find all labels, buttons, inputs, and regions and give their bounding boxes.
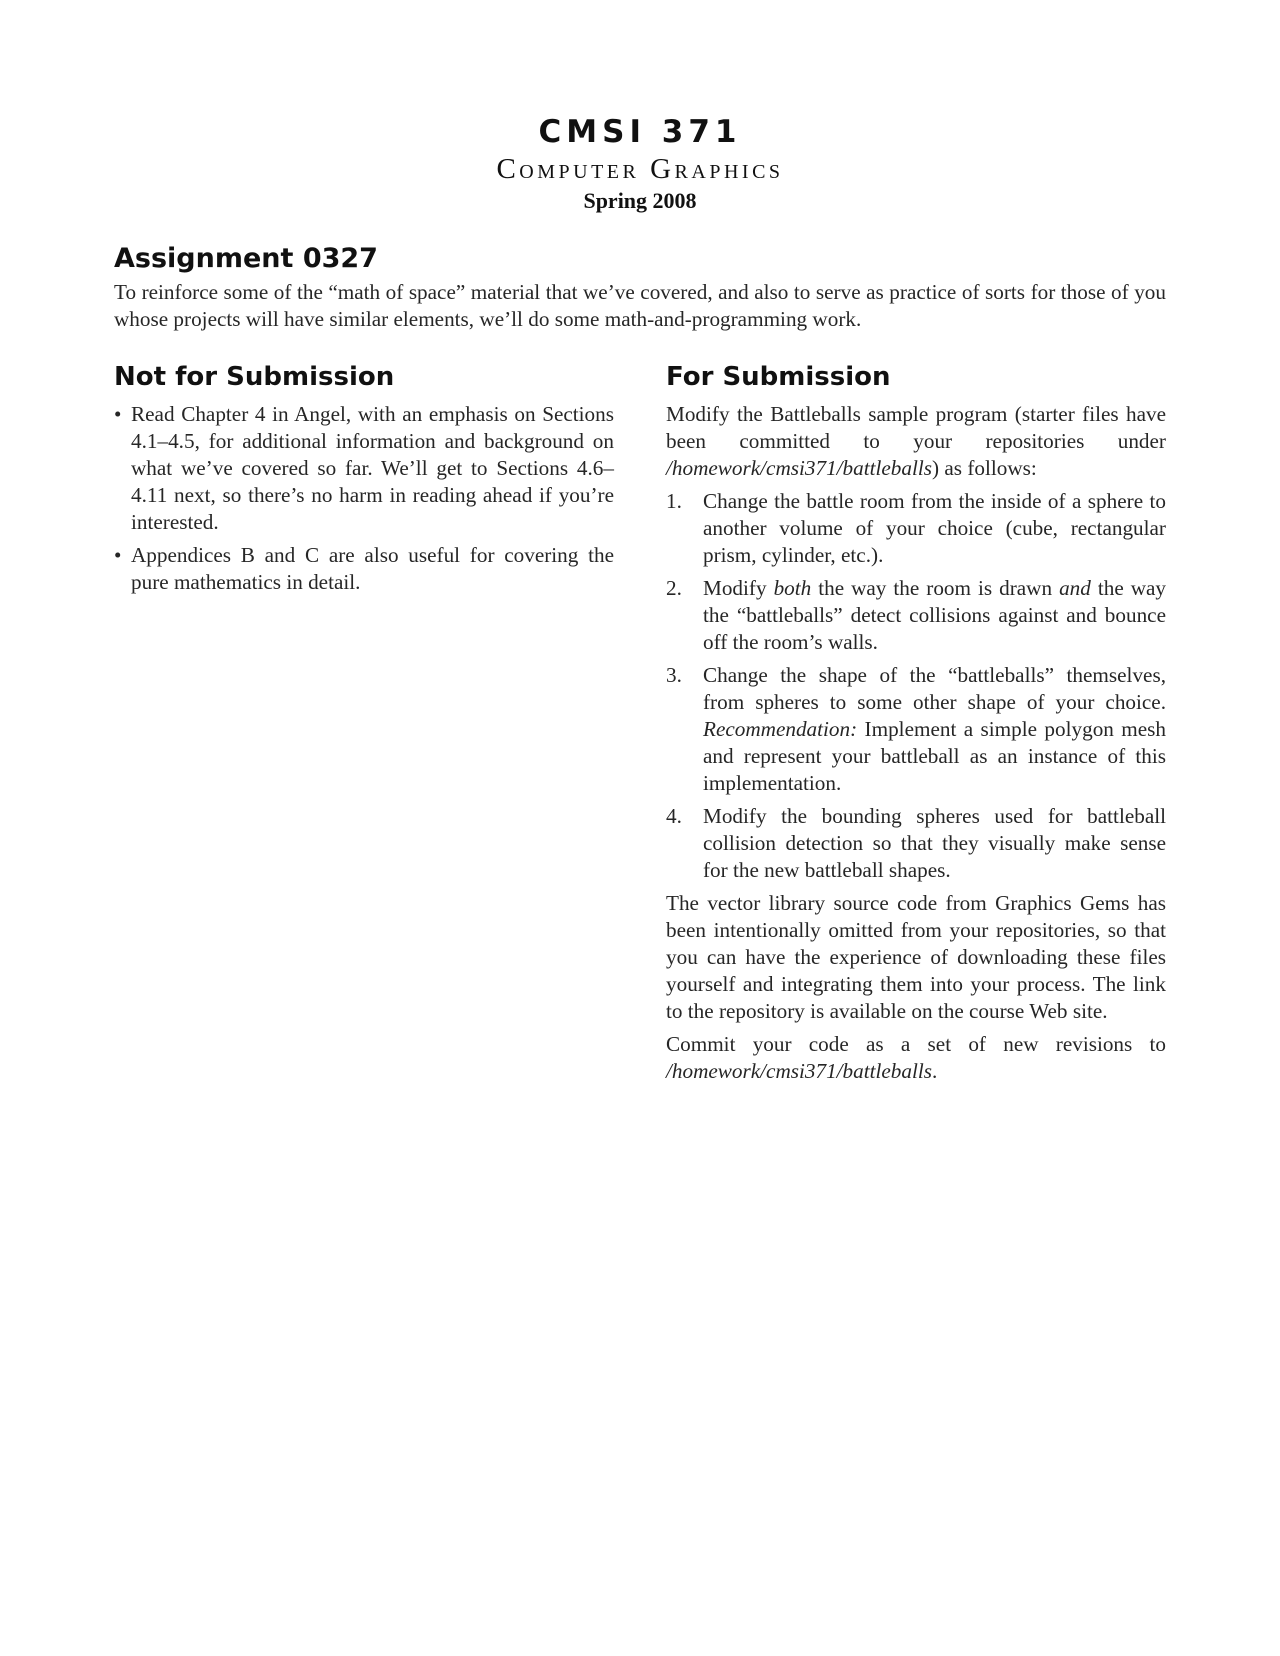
task-emphasis: both (773, 576, 812, 600)
repository-path: /homework/cmsi371/battleballs (666, 456, 933, 480)
list-item (114, 542, 614, 596)
list-item-text: Read Chapter 4 in Angel, with an emphasis on Sections 4.1–4.5, for additional information and background on what we’ve covered so far. We’ll get to Sections 4.6–4.11 next, so there’s no harm in reading ahead if you’re interested. (131, 402, 614, 534)
assignment-intro: To reinforce some of the “math of space” material that we’ve covered, and also to serve as practice of sorts for those of you whose projects will have similar elements, we’ll do some math-and-programming work. (114, 280, 1166, 331)
task-text: Change the battle room from the inside of a sphere to another volume of your choice (cube, rectangular prism, cylinder, etc.). (703, 489, 1166, 567)
for-submission-intro (666, 401, 1166, 482)
task-emphasis: and (1059, 576, 1091, 600)
task-emphasis: Recommendation: (703, 717, 858, 741)
task-text: Modify (703, 576, 774, 600)
task-text: Change the shape of the “battleballs” themselves, from spheres to some other shape of your choice. (703, 663, 1166, 714)
commit-instructions (666, 1031, 1166, 1085)
list-item-text: Appendices B and C are also useful for covering the pure mathematics in detail. (131, 543, 614, 594)
task-item (666, 488, 1166, 569)
task-text: the way the “battleballs” detect collisions against and bounce off the room’s walls. (703, 576, 1167, 654)
course-title: Computer Graphics (496, 153, 784, 185)
for-submission-heading: For Submission (666, 362, 891, 392)
bullet: • (114, 402, 122, 426)
course-code: CMSI 371 (538, 114, 742, 150)
repository-path: /homework/cmsi371/battleballs (666, 1059, 933, 1083)
commit-text-end: . (932, 1059, 938, 1083)
not-for-submission-heading: Not for Submission (114, 362, 395, 392)
assignment-title: Assignment 0327 (114, 243, 378, 274)
for-submission-section (666, 359, 1166, 1085)
task-item (666, 662, 1166, 797)
list-item (114, 401, 614, 536)
task-number: 3. (666, 663, 682, 687)
task-list (666, 488, 1166, 884)
task-item (666, 575, 1166, 656)
not-for-submission-section (114, 359, 614, 602)
task-number: 2. (666, 576, 682, 600)
task-number: 4. (666, 804, 682, 828)
commit-text: Commit your code as a set of new revisions to (666, 1032, 1166, 1056)
vector-library-note: The vector library source code from Graphics Gems has been intentionally omitted from your repositories, so that you can have the experience of downloading these files yourself and integrating them into your process. The link to the repository is available on the course Web site. (666, 891, 1166, 1023)
course-header (0, 112, 1280, 216)
task-text: Implement a simple polygon mesh and represent your battleball as an instance of this implementation. (703, 717, 1166, 795)
intro-text: Modify the Battleballs sample program (starter files have been committed to your repositories under (666, 402, 1166, 453)
course-term: Spring 2008 (583, 188, 697, 213)
bullet: • (114, 543, 122, 567)
task-text: the way the room is drawn (811, 576, 1060, 600)
task-item (666, 803, 1166, 884)
task-text: Modify the bounding spheres used for battleball collision detection so that they visually make sense for the new battleball shapes. (703, 804, 1166, 882)
reading-list (114, 401, 614, 596)
intro-text-end: ) as follows: (932, 456, 1037, 480)
task-number: 1. (666, 489, 682, 513)
assignment-section (114, 241, 1166, 333)
